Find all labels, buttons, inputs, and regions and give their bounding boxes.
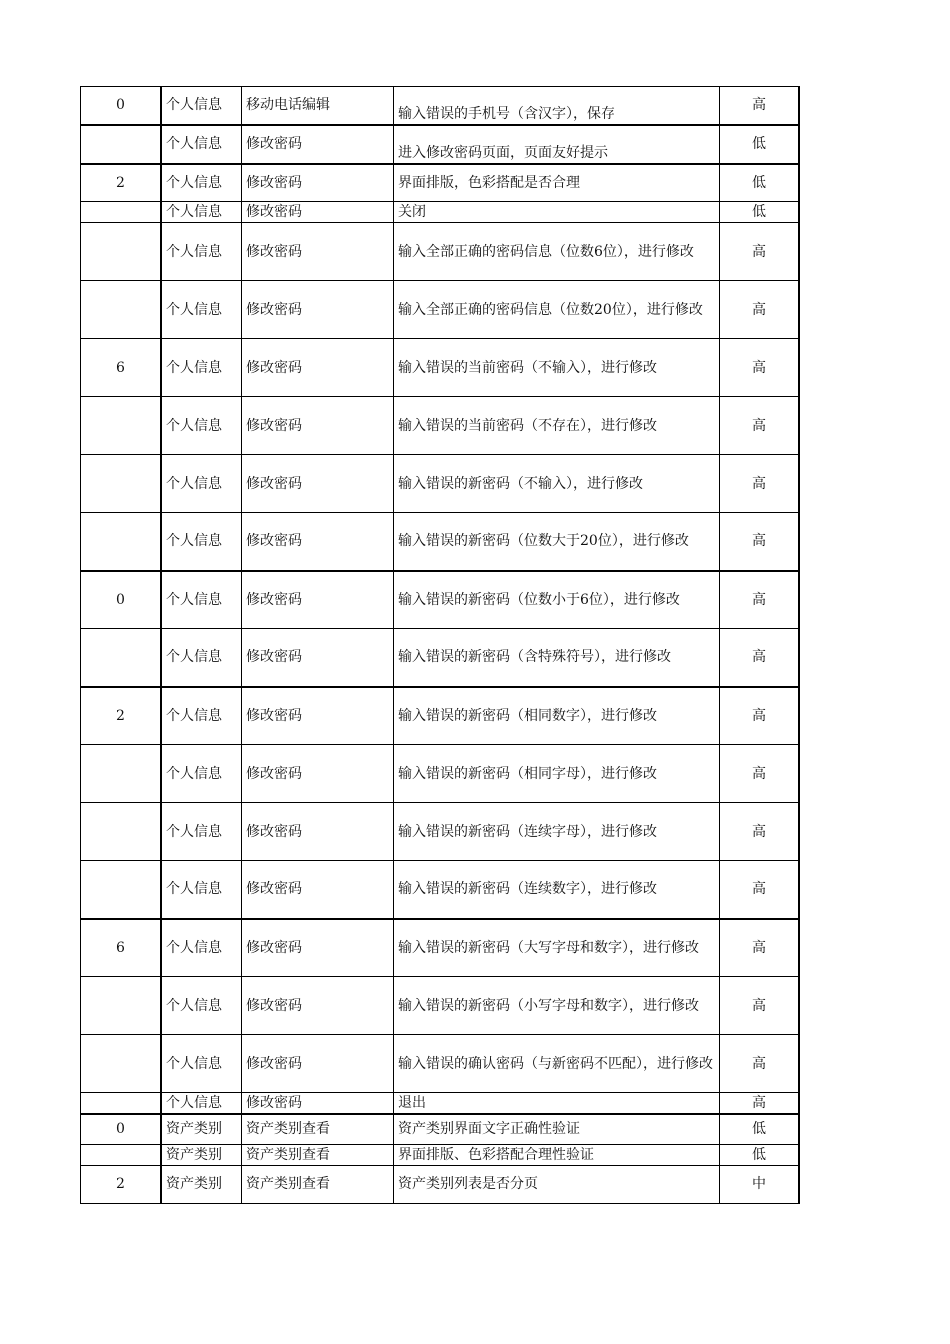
description-cell: 界面排版、色彩搭配合理性验证 [394,1144,720,1165]
case-id-cell [81,513,162,571]
module-cell: 资产类别 [161,1114,242,1144]
module-cell: 个人信息 [161,339,242,397]
case-id-cell: 2 [81,687,162,745]
description-cell: 进入修改密码页面，页面友好提示 [394,125,720,164]
function-cell: 修改密码 [242,164,394,202]
case-id-cell [81,861,162,919]
function-cell: 修改密码 [242,125,394,164]
description-cell: 输入错误的新密码（不输入），进行修改 [394,455,720,513]
table-row [81,223,800,281]
table-row [81,1165,800,1203]
table-row [81,1144,800,1165]
description-cell: 输入错误的当前密码（不存在），进行修改 [394,397,720,455]
priority-cell: 高 [720,223,800,281]
priority-cell: 高 [720,571,800,629]
table-body [81,87,800,1204]
table-row [81,87,800,125]
description-cell: 输入错误的新密码（小写字母和数字），进行修改 [394,977,720,1035]
function-cell: 修改密码 [242,571,394,629]
priority-cell: 高 [720,919,800,977]
module-cell: 资产类别 [161,1144,242,1165]
module-cell: 个人信息 [161,687,242,745]
module-cell: 个人信息 [161,977,242,1035]
case-id-cell [81,1144,162,1165]
case-id-cell [81,223,162,281]
table-row [81,397,800,455]
case-id-cell [81,202,162,223]
description-cell: 输入错误的手机号（含汉字），保存 [394,87,720,125]
function-cell: 资产类别查看 [242,1114,394,1144]
description-cell: 输入错误的新密码（相同数字），进行修改 [394,687,720,745]
table-row [81,571,800,629]
case-id-cell [81,455,162,513]
function-cell: 修改密码 [242,687,394,745]
module-cell: 个人信息 [161,1035,242,1093]
description-cell: 输入错误的新密码（位数大于20位），进行修改 [394,513,720,571]
module-cell: 个人信息 [161,455,242,513]
priority-cell: 高 [720,513,800,571]
case-id-cell [81,629,162,687]
case-id-cell [81,1093,162,1115]
test-case-sheet [80,86,796,1204]
description-cell: 输入错误的新密码（连续数字），进行修改 [394,861,720,919]
module-cell: 个人信息 [161,861,242,919]
table-row [81,1093,800,1115]
function-cell: 修改密码 [242,1093,394,1115]
case-id-cell: 0 [81,87,162,125]
function-cell: 修改密码 [242,629,394,687]
case-id-cell: 0 [81,571,162,629]
table-row [81,687,800,745]
description-cell: 输入错误的新密码（连续字母），进行修改 [394,803,720,861]
priority-cell: 高 [720,861,800,919]
priority-cell: 高 [720,87,800,125]
priority-cell: 低 [720,1144,800,1165]
module-cell: 个人信息 [161,281,242,339]
case-id-cell [81,977,162,1035]
description-cell: 退出 [394,1093,720,1115]
table-row [81,202,800,223]
function-cell: 修改密码 [242,803,394,861]
description-cell: 资产类别界面文字正确性验证 [394,1114,720,1144]
description-cell: 界面排版，色彩搭配是否合理 [394,164,720,202]
description-cell: 输入全部正确的密码信息（位数6位），进行修改 [394,223,720,281]
table-row [81,513,800,571]
table-row [81,977,800,1035]
module-cell: 资产类别 [161,1165,242,1203]
description-cell: 输入错误的当前密码（不输入），进行修改 [394,339,720,397]
priority-cell: 低 [720,125,800,164]
module-cell: 个人信息 [161,571,242,629]
function-cell: 修改密码 [242,745,394,803]
description-cell: 输入错误的确认密码（与新密码不匹配），进行修改 [394,1035,720,1093]
function-cell: 修改密码 [242,339,394,397]
module-cell: 个人信息 [161,919,242,977]
function-cell: 修改密码 [242,513,394,571]
module-cell: 个人信息 [161,629,242,687]
function-cell: 修改密码 [242,397,394,455]
module-cell: 个人信息 [161,223,242,281]
case-id-cell: 6 [81,339,162,397]
priority-cell: 高 [720,397,800,455]
module-cell: 个人信息 [161,164,242,202]
module-cell: 个人信息 [161,125,242,164]
table-row [81,861,800,919]
table-row [81,281,800,339]
priority-cell: 低 [720,1114,800,1144]
priority-cell: 高 [720,629,800,687]
table-row [81,339,800,397]
table-row [81,1035,800,1093]
module-cell: 个人信息 [161,745,242,803]
module-cell: 个人信息 [161,397,242,455]
table-row [81,164,800,202]
function-cell: 修改密码 [242,223,394,281]
table-row [81,455,800,513]
description-cell: 输入错误的新密码（大写字母和数字），进行修改 [394,919,720,977]
table-row [81,745,800,803]
table-row [81,919,800,977]
priority-cell: 高 [720,1093,800,1115]
priority-cell: 高 [720,281,800,339]
module-cell: 个人信息 [161,87,242,125]
table-row [81,125,800,164]
description-cell: 输入全部正确的密码信息（位数20位），进行修改 [394,281,720,339]
function-cell: 资产类别查看 [242,1144,394,1165]
priority-cell: 中 [720,1165,800,1203]
case-id-cell: 2 [81,1165,162,1203]
function-cell: 修改密码 [242,1035,394,1093]
case-id-cell [81,397,162,455]
description-cell: 输入错误的新密码（相同字母），进行修改 [394,745,720,803]
case-id-cell [81,803,162,861]
priority-cell: 高 [720,455,800,513]
priority-cell: 高 [720,1035,800,1093]
priority-cell: 低 [720,202,800,223]
module-cell: 个人信息 [161,1093,242,1115]
module-cell: 个人信息 [161,513,242,571]
function-cell: 修改密码 [242,202,394,223]
priority-cell: 高 [720,977,800,1035]
description-cell: 关闭 [394,202,720,223]
case-id-cell [81,281,162,339]
priority-cell: 高 [720,803,800,861]
test-case-table [80,86,800,1204]
description-cell: 输入错误的新密码（位数小于6位），进行修改 [394,571,720,629]
case-id-cell [81,125,162,164]
priority-cell: 低 [720,164,800,202]
case-id-cell: 0 [81,1114,162,1144]
function-cell: 移动电话编辑 [242,87,394,125]
priority-cell: 高 [720,339,800,397]
function-cell: 修改密码 [242,455,394,513]
description-cell: 输入错误的新密码（含特殊符号），进行修改 [394,629,720,687]
module-cell: 个人信息 [161,202,242,223]
function-cell: 修改密码 [242,919,394,977]
function-cell: 资产类别查看 [242,1165,394,1203]
description-cell: 资产类别列表是否分页 [394,1165,720,1203]
table-row [81,629,800,687]
case-id-cell: 6 [81,919,162,977]
case-id-cell [81,745,162,803]
function-cell: 修改密码 [242,281,394,339]
function-cell: 修改密码 [242,977,394,1035]
case-id-cell: 2 [81,164,162,202]
priority-cell: 高 [720,687,800,745]
priority-cell: 高 [720,745,800,803]
module-cell: 个人信息 [161,803,242,861]
function-cell: 修改密码 [242,861,394,919]
table-row [81,803,800,861]
case-id-cell [81,1035,162,1093]
table-row [81,1114,800,1144]
